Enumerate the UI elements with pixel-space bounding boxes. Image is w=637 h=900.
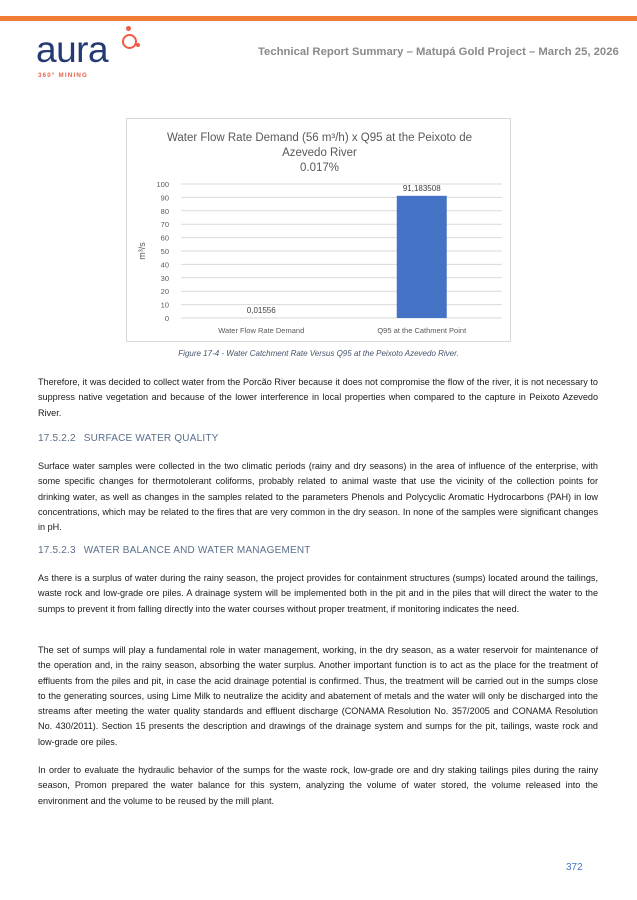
- logo-tagline: 360° MINING: [38, 72, 89, 79]
- paragraph-surface-water: Surface water samples were collected in the two climatic periods (rainy and dry seasons) in the area of influence of the enterprise, with some specific changes for thermotolerant coliforms, probably related to animal waste that use the vicinity of the collection points for drinking water, as well as changes in the samples related to the parameters Phenols and Polycyclic Aromatic Hydrocarbons (PAH) in low concentrations, which may be related to the fires that are very common in the dry season. In none of the samples were significant changes in pH.: [38, 461, 598, 533]
- y-tick-label: 60: [160, 233, 169, 243]
- x-category-label: Q95 at the Cathment Point: [377, 326, 467, 335]
- y-axis-label: m³/s: [137, 242, 147, 260]
- chart-title-line: 0.017%: [299, 162, 340, 174]
- logo-small-dot-icon: [136, 43, 140, 47]
- bar: [397, 196, 447, 318]
- document-header-title: Technical Report Summary – Matupá Gold Project – March 25, 2026: [258, 46, 619, 58]
- y-tick-label: 70: [160, 220, 169, 230]
- chart-title-line: Water Flow Rate Demand (56 m³/h) x Q95 at the Peixoto de: [166, 132, 473, 144]
- page-number: 372: [566, 862, 583, 873]
- y-tick-label: 80: [160, 206, 169, 216]
- paragraph-sumps-role: The set of sumps will play a fundamental role in water management, working, in the dry season, as a water reservoir for maintenance of the operation and, in the rainy season, absorbing the water surplus. Another important function is to act as the place for the treatment of effluents from the piles and pit, in case the acid drainage potential is confirmed. Thus, the treatment will be carried out in the sumps close to the generating sources, using Lime Milk to neutralize the acidity and abatement of metals and the water will only be discharged into the streams after meeting the water quality standards and effluent discharge (CONAMA Resolution No. 357/2005 and CONAMA Resolution No. 430/2011). Section 15 presents the description and drawings of the drainage system and sumps for the pit, tailings, waste rock and low-grade ore piles.: [38, 645, 598, 747]
- data-label: 91,183508: [402, 183, 441, 193]
- y-tick-label: 30: [160, 273, 169, 283]
- heading-number: 17.5.2.2: [38, 433, 76, 444]
- y-tick-label: 20: [160, 287, 169, 297]
- x-category-label: Water Flow Rate Demand: [218, 326, 305, 335]
- figure-caption: Figure 17-4 - Water Catchment Rate Versus Q95 at the Peixoto Azevedo River.: [178, 349, 459, 358]
- chart-figure: [126, 118, 511, 342]
- y-tick-label: 50: [160, 247, 169, 256]
- heading-text: SURFACE WATER QUALITY: [83, 433, 219, 444]
- y-tick-label: 40: [160, 260, 169, 270]
- logo-ring-icon: [122, 34, 137, 49]
- aura-logo: [36, 26, 156, 84]
- logo-wordmark: aura: [36, 29, 109, 70]
- heading-number: 17.5.2.3: [38, 545, 76, 556]
- y-tick-label: 10: [160, 300, 169, 310]
- data-label: 0,01556: [246, 305, 276, 315]
- y-tick-label: 90: [160, 193, 169, 203]
- header-accent-bar: [0, 16, 637, 21]
- section-heading-surface-water-quality: [38, 433, 219, 444]
- y-tick-label: 100: [156, 180, 169, 189]
- chart-title-line: Azevedo River: [282, 147, 357, 159]
- bar-chart: [127, 119, 512, 343]
- y-tick-label: 0: [164, 314, 169, 323]
- logo-dot-icon: [126, 26, 131, 31]
- section-heading-water-balance: [38, 545, 311, 556]
- paragraph-porcao-river: Therefore, it was decided to collect water from the Porcão River because it does not compromise the flow of the river, it is not necessary to suppress native vegetation and because of the lower interference in local properties when compared to the capture in Peixoto Azevedo River.: [38, 377, 598, 418]
- paragraph-sumps-containment: As there is a surplus of water during the rainy season, the project provides for containment structures (sumps) located around the tailings, waste rock and low-grade ore piles. A drainage system will be implemented both in the pit and in the piles that will direct the water to the sumps to prevent it from falling directly into the water courses without proper treatment, if monitoring indicates the need.: [38, 573, 598, 614]
- paragraph-hydraulic-behavior: In order to evaluate the hydraulic behavior of the sumps for the waste rock, low-grade ore and dry staking tailings piles during the rainy season, Promon prepared the water balance for this system, analyzing the volume of water stored, the volume released into the environment and the volume to be reused by the mill plant.: [38, 765, 598, 806]
- heading-text: WATER BALANCE AND WATER MANAGEMENT: [83, 545, 311, 556]
